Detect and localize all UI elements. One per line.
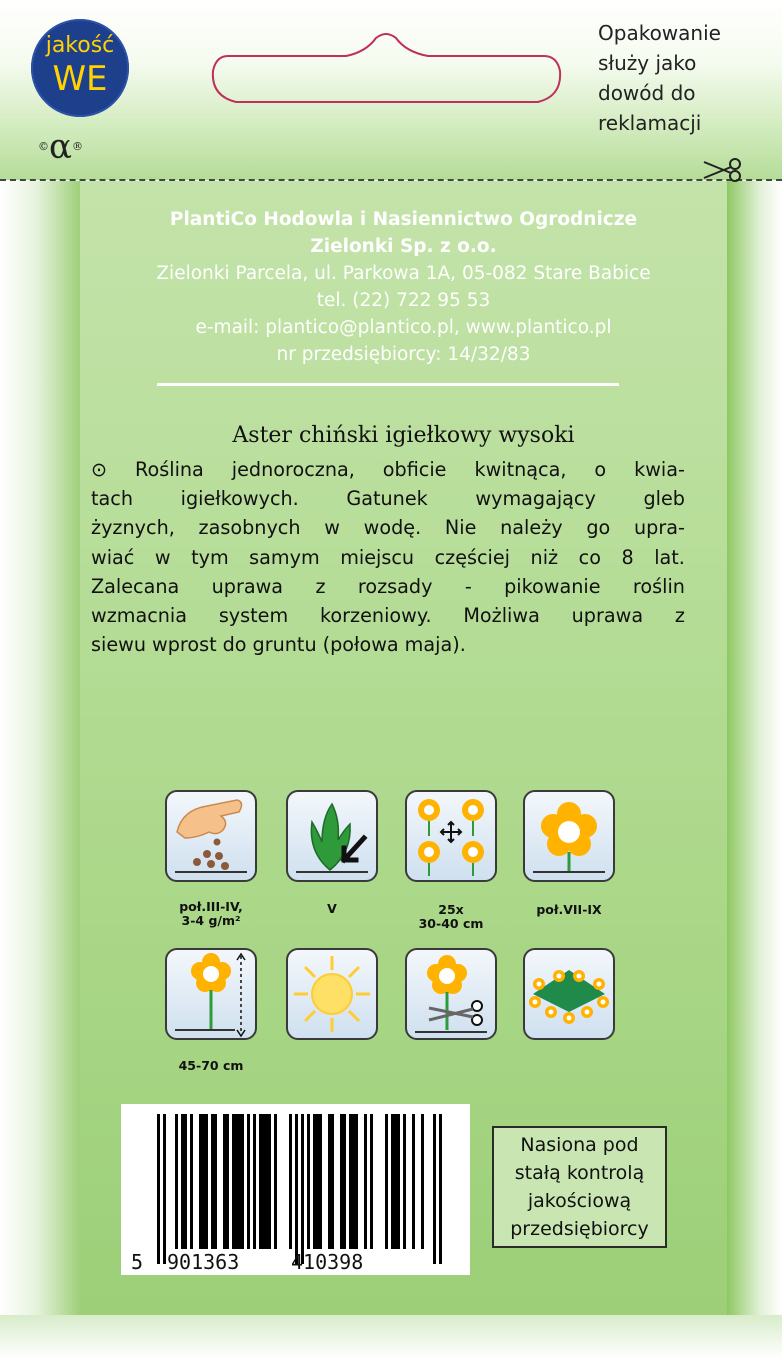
barcode-bar: [235, 1114, 238, 1249]
company-name-line2: Zielonki Sp. z o.o.: [310, 236, 497, 257]
barcode-bar: [211, 1114, 214, 1249]
description-word: roślin: [632, 574, 685, 598]
registered-mark: ®: [71, 140, 83, 153]
sowing-caption-line2: 3-4 g/m²: [181, 913, 241, 928]
description-word: o: [594, 458, 607, 481]
description-line: [91, 513, 685, 542]
barcode-bar: [262, 1114, 265, 1249]
barcode-bar: [319, 1114, 322, 1249]
barcode-bar: [313, 1114, 316, 1249]
sowing-hand-icon: [165, 790, 257, 882]
description-word: gruntu: [252, 633, 317, 657]
barcode-bar: [364, 1114, 367, 1249]
cut-line: [0, 179, 782, 181]
description-word: tym: [191, 545, 229, 569]
description-word: kwia-: [634, 458, 685, 481]
barcode-bar: [412, 1114, 415, 1249]
barcode-bar: [157, 1114, 160, 1264]
description-word: upra-: [633, 516, 685, 540]
description-word: (połowa: [322, 633, 399, 657]
company-info: [80, 206, 727, 368]
description-word: uprawa: [571, 604, 644, 628]
barcode-bar: [226, 1114, 229, 1249]
description-word: co: [578, 545, 601, 569]
barcode-digit-group: 5: [131, 1250, 144, 1274]
barcode-bar: [355, 1114, 358, 1249]
barcode-bar: [295, 1114, 298, 1264]
description-word: -: [464, 574, 472, 598]
barcode-bar: [385, 1114, 388, 1249]
description-word: częściej: [434, 545, 511, 569]
barcode-bar: [175, 1114, 178, 1249]
description-word: rozsady: [357, 574, 433, 598]
copyright-mark: ©: [38, 140, 49, 153]
description-word: należy: [500, 516, 563, 540]
description-word: wiać: [91, 545, 135, 569]
barcode-bar: [265, 1114, 268, 1249]
description-word: wzmacnia: [91, 604, 188, 628]
description-word: obficie: [382, 458, 447, 481]
barcode-bar: [247, 1114, 250, 1249]
description-word: z: [315, 574, 326, 598]
sowing-caption: [151, 900, 271, 928]
description-word: w: [154, 545, 171, 569]
height-caption: 45-70 cm: [178, 1058, 244, 1073]
barcode-digit-group: 901363: [167, 1250, 240, 1274]
description-word: wprost: [152, 633, 217, 657]
barcode-bar: [268, 1114, 271, 1249]
barcode-bar: [343, 1114, 346, 1249]
description-line: [91, 572, 685, 601]
description-word: siewu: [91, 633, 146, 657]
flowering-caption: poł.VII-IX: [536, 902, 602, 917]
description-line: [91, 630, 685, 659]
barcode-bar: [331, 1114, 334, 1249]
description-line: [91, 455, 685, 484]
description-word: Roślina: [135, 458, 204, 481]
barcode-bar: [202, 1114, 205, 1249]
complaint-note-line: służy jako: [598, 51, 697, 75]
barcode-bar: [397, 1114, 400, 1249]
quality-control-line: Nasiona pod: [520, 1134, 639, 1156]
description-word: pikowanie: [504, 574, 601, 598]
hang-hole-outline: [206, 26, 568, 110]
description-word: igiełkowych.: [180, 487, 299, 511]
quality-control-line: jakościową: [527, 1190, 632, 1212]
barcode-bar: [370, 1114, 373, 1249]
description-word: system: [218, 604, 289, 628]
description-word: miejscu: [340, 545, 415, 569]
flower-bloom-icon: [523, 790, 615, 882]
barcode-bar: [223, 1114, 226, 1249]
quality-control-note: [492, 1126, 667, 1248]
barcode-bar: [301, 1114, 304, 1264]
barcode-bar: [391, 1114, 394, 1249]
annual-symbol: ⊙: [91, 458, 108, 481]
description-word: korzeniowy.: [319, 604, 432, 628]
sowing-caption-line1: poł.III-IV,: [179, 899, 243, 914]
barcode-bar: [328, 1114, 331, 1249]
description-word: wymagający: [475, 487, 596, 511]
barcode-bar: [190, 1114, 193, 1249]
description-word: z: [674, 604, 685, 628]
barcode-bar: [274, 1114, 277, 1249]
barcode-bar: [238, 1114, 241, 1249]
scissors-icon: [700, 156, 744, 184]
barcode-bar: [349, 1114, 352, 1249]
barcode-bar: [403, 1114, 406, 1249]
complaint-note: [598, 18, 768, 138]
complaint-note-line: dowód do: [598, 81, 696, 105]
description-word: jednoroczna,: [231, 458, 355, 481]
spacing-caption-line1: 25x: [438, 902, 464, 917]
barcode-bar: [163, 1114, 166, 1264]
quality-badge-line1: jakość: [45, 33, 115, 58]
full-sun-icon: [286, 948, 378, 1040]
bottom-band: [0, 1315, 782, 1359]
barcode-bar: [316, 1114, 319, 1249]
description-word: gleb: [643, 487, 685, 511]
barcode-bar: [259, 1114, 262, 1249]
description-word: Możliwa: [463, 604, 540, 628]
barcode-bar: [340, 1114, 343, 1249]
product-description: [91, 455, 685, 659]
company-address: Zielonki Parcela, ul. Parkowa 1A, 05-082 Stare Babice: [156, 263, 651, 284]
barcode-bar: [394, 1114, 397, 1249]
barcode-bar: [439, 1114, 442, 1264]
barcode-bar: [421, 1114, 424, 1249]
plant-spacing-icon: [405, 790, 497, 882]
description-word: uprawa: [211, 574, 284, 598]
left-edge: [0, 181, 80, 1315]
barcode-bar: [241, 1114, 244, 1249]
barcode-bar: [253, 1114, 256, 1249]
barcode-bar: [199, 1114, 202, 1249]
spacing-caption-line2: 30-40 cm: [418, 916, 484, 931]
barcode-bar: [289, 1114, 292, 1249]
right-edge: [727, 181, 782, 1315]
barcode-number: [131, 1250, 431, 1274]
barcode-bar: [352, 1114, 355, 1249]
description-word: maja).: [404, 633, 466, 657]
barcode-bar: [433, 1114, 436, 1264]
flower-bed-icon: [523, 948, 615, 1040]
barcode-digit-group: 410398: [291, 1250, 364, 1274]
description-word: samym: [249, 545, 320, 569]
barcode-bar: [205, 1114, 208, 1249]
description-line: [91, 543, 685, 572]
alpha-symbol: α: [49, 127, 72, 167]
company-contact: e-mail: plantico@plantico.pl, www.plantico.pl: [195, 317, 612, 338]
description-word: Zalecana: [91, 574, 180, 598]
description-word: do: [222, 633, 247, 657]
company-registry: nr przedsiębiorcy: 14/32/83: [276, 344, 531, 365]
description-word: Nie: [444, 516, 477, 540]
description-word: żyznych,: [91, 516, 175, 540]
alpha-logo: [38, 127, 83, 167]
quality-control-line: przedsiębiorcy: [510, 1218, 649, 1240]
divider: [157, 383, 619, 386]
cut-flower-scissors-icon: [405, 948, 497, 1040]
description-word: w: [324, 516, 340, 540]
description-word: tach: [91, 487, 133, 511]
spacing-caption: [391, 903, 511, 931]
description-line: [91, 601, 685, 630]
quality-control-line: stałą kontrolą: [514, 1162, 645, 1184]
barcode-bar: [307, 1114, 310, 1249]
description-word: kwitnąca,: [474, 458, 567, 481]
plant-height-icon: [165, 948, 257, 1040]
quality-badge-line2: WE: [52, 59, 108, 99]
company-phone: tel. (22) 722 95 53: [316, 290, 491, 311]
seedling-planting-icon: [286, 790, 378, 882]
description-word: lat.: [654, 545, 685, 569]
description-word: zasobnych: [198, 516, 301, 540]
barcode-bar: [184, 1114, 187, 1249]
description-word: wodę.: [363, 516, 422, 540]
quality-badge: [31, 19, 129, 117]
description-word: go: [586, 516, 611, 540]
description-word: Gatunek: [346, 487, 428, 511]
description-line: [91, 484, 685, 513]
complaint-note-line: Opakowanie: [598, 21, 721, 45]
complaint-note-line: reklamacji: [598, 111, 702, 135]
planting-caption: V: [327, 901, 337, 916]
description-word: niż: [530, 545, 559, 569]
product-title: Aster chiński igiełkowy wysoki: [232, 423, 575, 448]
barcode-bar: [214, 1114, 217, 1249]
barcode-bar: [232, 1114, 235, 1249]
barcode-bar: [181, 1114, 184, 1249]
description-word: 8: [621, 545, 634, 569]
company-name-line1: PlantiCo Hodowla i Nasiennictwo Ogrodnicze: [169, 209, 638, 230]
